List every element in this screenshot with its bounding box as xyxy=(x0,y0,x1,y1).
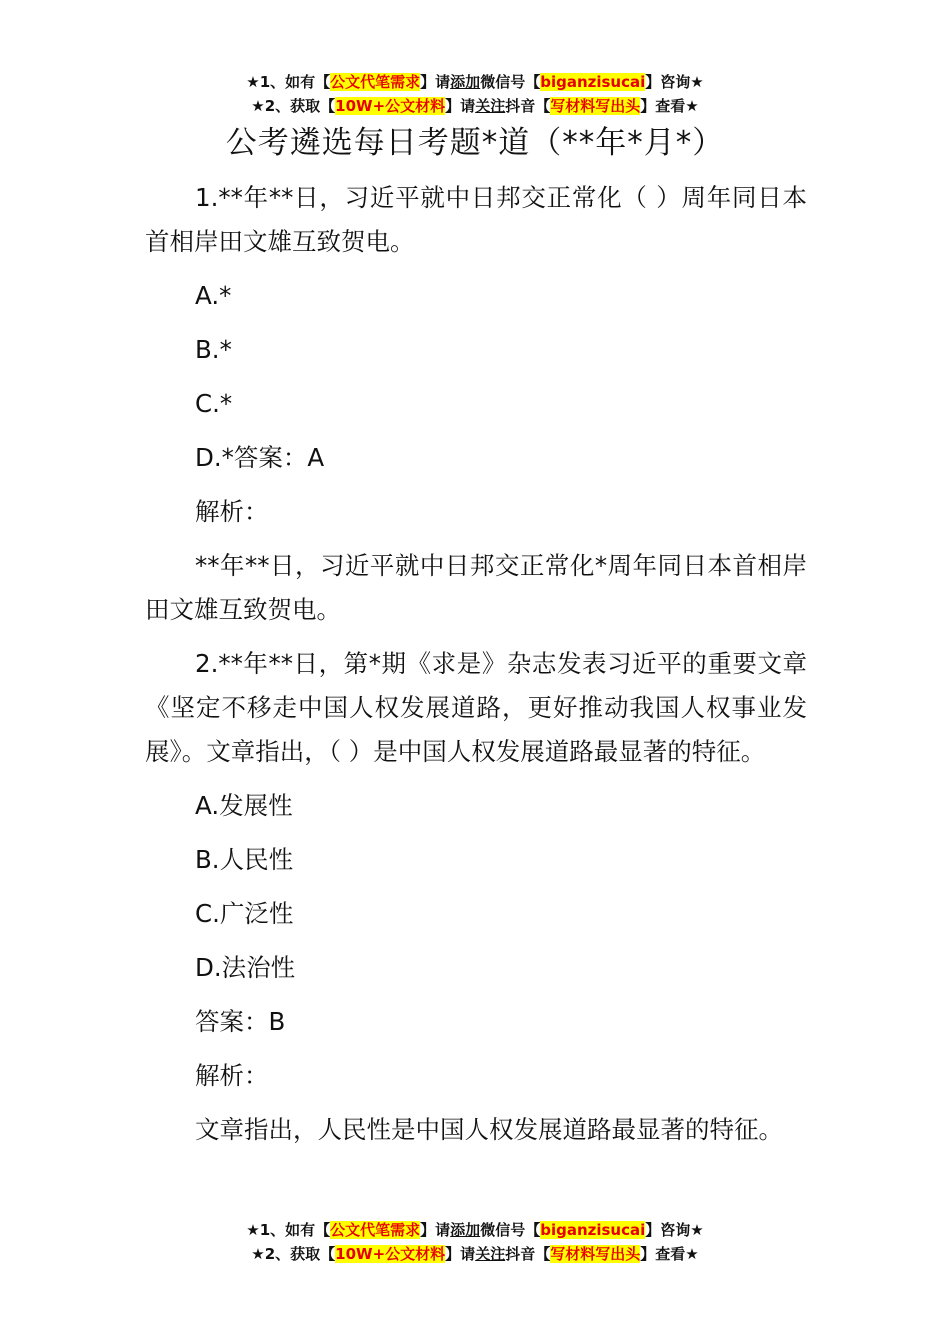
question-1: 1.**年**日，习近平就中日邦交正常化（ ）周年同日本首相岸田文雄互致贺电。 xyxy=(145,183,807,256)
option-d: D.法治性 xyxy=(195,953,296,982)
star-icon: ★ xyxy=(246,73,260,91)
promo-highlight: biganzisucai xyxy=(540,1221,646,1239)
star-icon: ★ xyxy=(251,1245,265,1263)
promo-line-2: ★2、获取【10W+公文材料】请关注抖音【写材料写出头】查看★ xyxy=(251,1245,699,1263)
star-icon: ★ xyxy=(685,1245,699,1263)
promo-highlight: biganzisucai xyxy=(540,73,646,91)
option-d-answer: D.*答案：A xyxy=(195,443,325,472)
analysis-heading: 解析： xyxy=(195,497,269,526)
option-a: A.* xyxy=(195,281,232,310)
analysis-heading: 解析： xyxy=(195,1061,269,1090)
document-body xyxy=(145,176,807,1162)
answer: 答案：B xyxy=(195,1007,286,1036)
analysis-text: **年**日，习近平就中日邦交正常化*周年同日本首相岸田文雄互致贺电。 xyxy=(145,551,807,624)
option-c: C.广泛性 xyxy=(195,899,294,928)
promo-highlight: 10W+公文材料 xyxy=(335,97,446,115)
option-c: C.* xyxy=(195,389,233,418)
star-icon: ★ xyxy=(246,1221,260,1239)
star-icon: ★ xyxy=(251,97,265,115)
analysis-text: 文章指出，人民性是中国人权发展道路最显著的特征。 xyxy=(195,1115,783,1144)
promo-highlight: 写材料写出头 xyxy=(550,1245,641,1263)
option-b: B.* xyxy=(195,335,232,364)
promo-highlight: 公文代笔需求 xyxy=(330,1221,421,1239)
promo-line-1: ★1、如有【公文代笔需求】请添加微信号【biganzisucai】咨询★ xyxy=(246,1221,704,1239)
promo-line-2: ★2、获取【10W+公文材料】请关注抖音【写材料写出头】查看★ xyxy=(251,97,699,115)
question-2: 2.**年**日，第*期《求是》杂志发表习近平的重要文章《坚定不移走中国人权发展道路，更好推动我国人权事业发展》。文章指出，（ ）是中国人权发展道路最显著的特征。 xyxy=(145,649,807,766)
promo-highlight: 公文代笔需求 xyxy=(330,73,421,91)
document-title: 公考遴选每日考题*道（**年*月*） xyxy=(225,125,725,161)
star-icon: ★ xyxy=(690,73,704,91)
promo-highlight: 10W+公文材料 xyxy=(335,1245,446,1263)
header-promo-banner xyxy=(0,70,950,118)
footer-promo-banner xyxy=(0,1218,950,1266)
promo-highlight: 写材料写出头 xyxy=(550,97,641,115)
option-a: A.发展性 xyxy=(195,791,293,820)
promo-line-1: ★1、如有【公文代笔需求】请添加微信号【biganzisucai】咨询★ xyxy=(246,73,704,91)
star-icon: ★ xyxy=(685,97,699,115)
option-b: B.人民性 xyxy=(195,845,294,874)
star-icon: ★ xyxy=(690,1221,704,1239)
